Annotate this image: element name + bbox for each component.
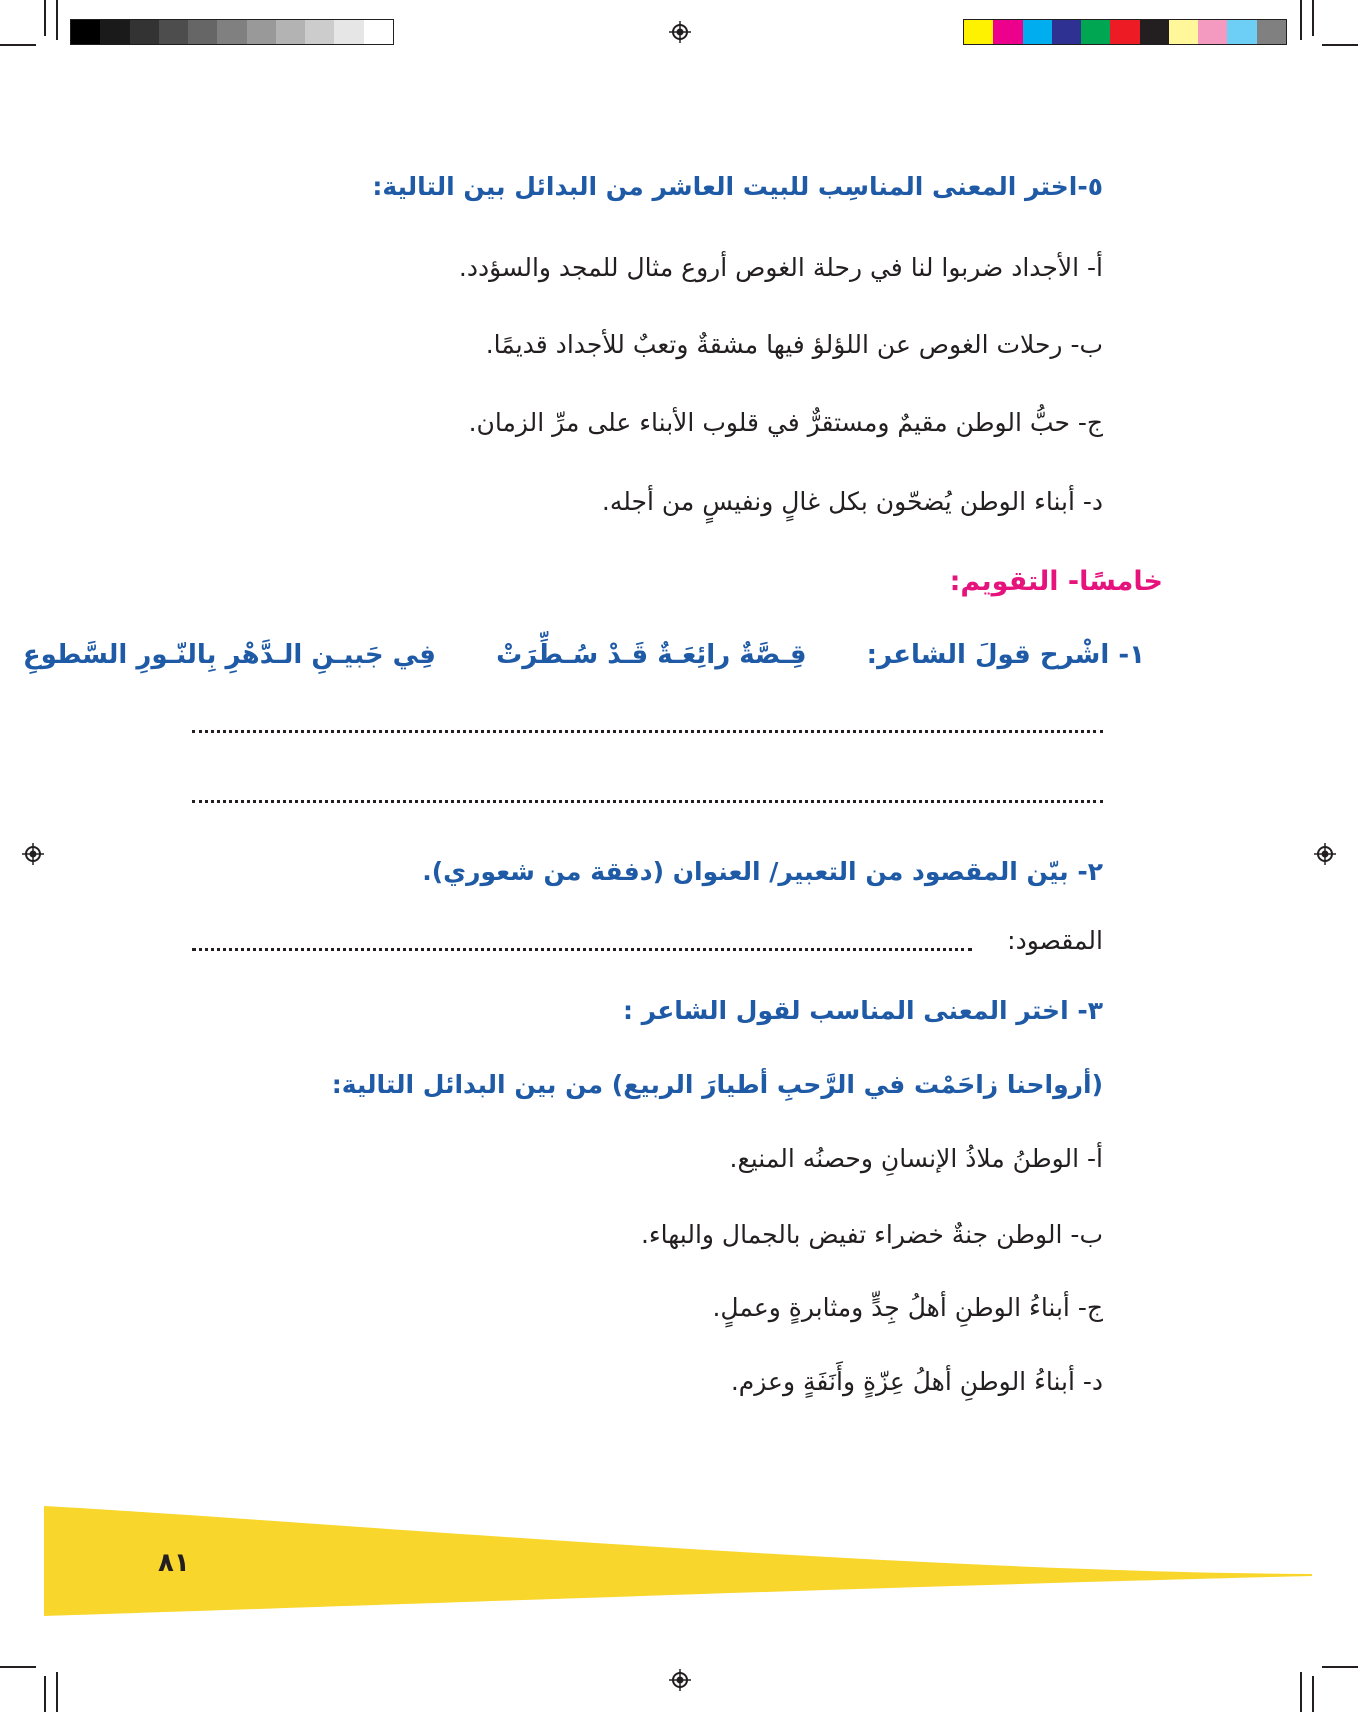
- answer-line-2[interactable]: [192, 800, 1103, 803]
- registration-mark-left-icon: [22, 843, 44, 865]
- color-swatch: [1169, 20, 1198, 44]
- question-5-option-d: د- أبناء الوطن يُضحّون بكل غالٍ ونفيسٍ من أجله.: [601, 487, 1103, 516]
- grayscale-swatch: [159, 20, 188, 44]
- grayscale-swatch: [217, 20, 246, 44]
- registration-mark-top-icon: [669, 21, 691, 43]
- grayscale-swatch: [71, 20, 100, 44]
- color-swatch: [1110, 20, 1139, 44]
- grayscale-swatch: [247, 20, 276, 44]
- exercise-1-label: ١- اشْرح قولَ الشاعر:: [866, 640, 1145, 670]
- section-heading-evaluation: خامسًا- التقويم:: [949, 566, 1163, 597]
- exercise-3-option-d: د- أبناءُ الوطنِ أهلُ عِزّةٍ وأَنَفَةٍ وعزم.: [730, 1367, 1103, 1396]
- question-5-option-c: ج- حبُّ الوطن مقيمٌ ومستقرٌّ في قلوب الأبناء على مرِّ الزمان.: [468, 408, 1103, 437]
- color-swatch: [1227, 20, 1256, 44]
- grayscale-swatch: [364, 20, 393, 44]
- exercise-2-answer-label: المقصود:: [1007, 926, 1103, 955]
- verse-second-hemistich: فِي جَبيـنِ الـدَّهْرِ بِالنّـورِ السَّطوعِ: [22, 640, 436, 670]
- grayscale-swatch: [130, 20, 159, 44]
- question-5-option-a: أ- الأجداد ضربوا لنا في رحلة الغوص أروع مثال للمجد والسؤدد.: [458, 253, 1103, 282]
- exercise-3-option-a: أ- الوطنُ ملاذُ الإنسانِ وحصنُه المنيع.: [729, 1144, 1103, 1173]
- grayscale-calibration-strip: [70, 19, 394, 45]
- grayscale-swatch: [188, 20, 217, 44]
- color-swatch: [964, 20, 993, 44]
- color-calibration-strip: [963, 19, 1287, 45]
- grayscale-swatch: [334, 20, 363, 44]
- color-swatch: [1023, 20, 1052, 44]
- exercise-3-quote: (أرواحنا زاحَمْت في الرَّحبِ أطيارَ الربيع) من بين البدائل التالية:: [331, 1070, 1103, 1099]
- registration-mark-bottom-icon: [669, 1669, 691, 1691]
- color-swatch: [1257, 20, 1286, 44]
- verse-first-hemistich: قِـصَّةٌ رائِعَـةٌ قَـدْ سُـطِّرَتْ: [496, 640, 807, 670]
- exercise-2-answer-line[interactable]: [192, 948, 972, 951]
- grayscale-swatch: [100, 20, 129, 44]
- grayscale-swatch: [305, 20, 334, 44]
- color-swatch: [1140, 20, 1169, 44]
- registration-mark-right-icon: [1314, 843, 1336, 865]
- grayscale-swatch: [276, 20, 305, 44]
- exercise-1-line: [23, 640, 1145, 670]
- question-5-title: ٥-اختر المعنى المناسِب للبيت العاشر من البدائل بين التالية:: [372, 172, 1103, 201]
- exercise-2-label: ٢- بيّن المقصود من التعبير/ العنوان (دفقة من شعوري).: [422, 857, 1103, 886]
- question-5-option-b: ب- رحلات الغوص عن اللؤلؤ فيها مشقةٌ وتعبٌ للأجداد قديمًا.: [485, 330, 1103, 359]
- answer-line-1[interactable]: [192, 730, 1103, 733]
- footer-yellow-band: [0, 1490, 1358, 1630]
- color-swatch: [1052, 20, 1081, 44]
- exercise-3-option-c: ج- أبناءُ الوطنِ أهلُ جِدٍّ ومثابرةٍ وعملٍ.: [712, 1293, 1103, 1322]
- exercise-3-label: ٣- اختر المعنى المناسب لقول الشاعر :: [622, 996, 1103, 1025]
- color-swatch: [993, 20, 1022, 44]
- page-number: ٨١: [158, 1548, 190, 1578]
- exercise-3-option-b: ب- الوطن جنةٌ خضراء تفيض بالجمال والبهاء.: [640, 1220, 1103, 1249]
- color-swatch: [1198, 20, 1227, 44]
- color-swatch: [1081, 20, 1110, 44]
